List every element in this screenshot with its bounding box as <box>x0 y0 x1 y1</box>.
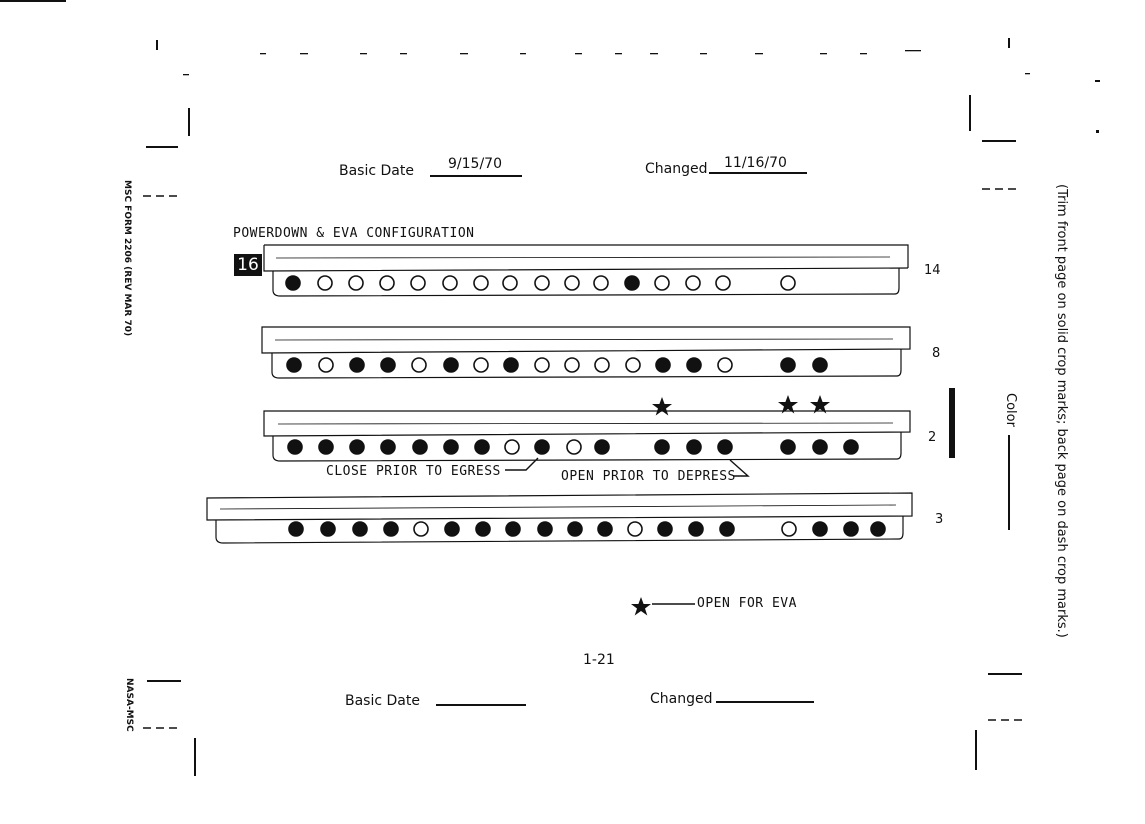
circuit-breaker-closed <box>475 440 489 454</box>
circuit-breaker-closed <box>535 440 549 454</box>
circuit-breaker-open <box>412 358 426 372</box>
circuit-breaker-closed <box>381 440 395 454</box>
footer-basic-date-line <box>436 704 526 706</box>
open-prior-to-depress-note: OPEN PRIOR TO DEPRESS <box>561 469 736 484</box>
circuit-breaker-closed <box>844 522 858 536</box>
circuit-breaker-open <box>474 276 488 290</box>
circuit-breaker-closed <box>871 522 885 536</box>
footer-basic-date-label: Basic Date <box>345 693 420 709</box>
circuit-breaker-open <box>718 358 732 372</box>
circuit-breaker-closed <box>445 522 459 536</box>
circuit-breaker-closed <box>444 440 458 454</box>
panel-number-badge: 16 <box>234 254 262 276</box>
circuit-breaker-open <box>349 276 363 290</box>
org-label: NASA-MSC <box>124 678 134 732</box>
circuit-breaker-closed <box>844 440 858 454</box>
circuit-breaker-closed <box>687 440 701 454</box>
circuit-breaker-closed <box>538 522 552 536</box>
circuit-breaker-open <box>686 276 700 290</box>
circuit-breaker-open <box>380 276 394 290</box>
circuit-breaker-open <box>594 276 608 290</box>
circuit-breaker-open <box>411 276 425 290</box>
circuit-breaker-open <box>535 358 549 372</box>
circuit-breaker-open <box>626 358 640 372</box>
circuit-breaker-open <box>567 440 581 454</box>
circuit-breaker-closed <box>350 440 364 454</box>
circuit-breaker-open <box>595 358 609 372</box>
row-label-8: 8 <box>932 346 941 361</box>
circuit-breaker-closed <box>720 522 734 536</box>
circuit-breaker-open <box>505 440 519 454</box>
circuit-breaker-open <box>655 276 669 290</box>
open-for-eva-legend: OPEN FOR EVA <box>697 596 797 611</box>
circuit-breaker-closed <box>444 358 458 372</box>
circuit-breaker-open <box>565 276 579 290</box>
circuit-breaker-closed <box>381 358 395 372</box>
circuit-breaker-open <box>781 276 795 290</box>
row-label-2: 2 <box>928 430 937 445</box>
circuit-breaker-closed <box>568 522 582 536</box>
circuit-breaker-closed <box>813 440 827 454</box>
circuit-breaker-closed <box>286 276 300 290</box>
circuit-breaker-closed <box>813 522 827 536</box>
circuit-breaker-closed <box>655 440 669 454</box>
circuit-breaker-open <box>443 276 457 290</box>
circuit-breaker-open <box>535 276 549 290</box>
section-title: POWERDOWN & EVA CONFIGURATION <box>233 226 475 241</box>
circuit-breaker-closed <box>689 522 703 536</box>
circuit-breaker-closed <box>718 440 732 454</box>
circuit-breaker-open <box>628 522 642 536</box>
basic-date-value: 9/15/70 <box>448 156 502 172</box>
circuit-breaker-closed <box>813 358 827 372</box>
circuit-breaker-closed <box>598 522 612 536</box>
close-prior-to-egress-note: CLOSE PRIOR TO EGRESS <box>326 464 501 479</box>
circuit-breaker-closed <box>384 522 398 536</box>
circuit-breaker-closed <box>289 522 303 536</box>
footer-changed-label: Changed <box>650 691 713 707</box>
circuit-breaker-closed <box>319 440 333 454</box>
circuit-breaker-open <box>318 276 332 290</box>
circuit-breaker-closed <box>506 522 520 536</box>
circuit-breaker-closed <box>656 358 670 372</box>
circuit-breaker-open <box>414 522 428 536</box>
row-label-3: 3 <box>935 512 944 527</box>
circuit-breaker-closed <box>504 358 518 372</box>
basic-date-label: Basic Date <box>339 163 414 179</box>
circuit-breaker-closed <box>476 522 490 536</box>
footer-changed-line <box>716 701 814 703</box>
form-label: MSC FORM 2206 (REV MAR 70) <box>122 180 132 337</box>
circuit-breaker-open <box>503 276 517 290</box>
changed-value: 11/16/70 <box>724 155 787 171</box>
page-number: 1-21 <box>583 652 615 668</box>
row-label-14: 14 <box>924 263 941 278</box>
circuit-breaker-closed <box>413 440 427 454</box>
circuit-breaker-closed <box>287 358 301 372</box>
circuit-breaker-closed <box>321 522 335 536</box>
circuit-breaker-closed <box>350 358 364 372</box>
circuit-breaker-closed <box>625 276 639 290</box>
circuit-breaker-open <box>716 276 730 290</box>
circuit-breaker-open <box>319 358 333 372</box>
circuit-breaker-closed <box>353 522 367 536</box>
circuit-breaker-closed <box>595 440 609 454</box>
circuit-breaker-open <box>782 522 796 536</box>
circuit-breaker-open <box>474 358 488 372</box>
circuit-breaker-closed <box>687 358 701 372</box>
circuit-breaker-closed <box>658 522 672 536</box>
circuit-breaker-closed <box>288 440 302 454</box>
circuit-breaker-closed <box>781 440 795 454</box>
trim-note: (Trim front page on solid crop marks; back page on dash crop marks.) <box>1054 184 1069 638</box>
color-label: Color <box>1003 393 1018 427</box>
circuit-breaker-open <box>565 358 579 372</box>
changed-label: Changed <box>645 161 708 177</box>
circuit-breaker-closed <box>781 358 795 372</box>
